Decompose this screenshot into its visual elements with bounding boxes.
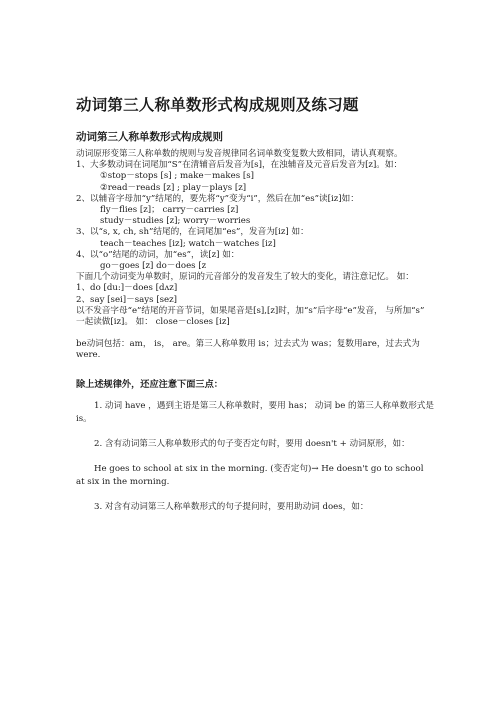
irregular-2: 2、say [sei]－says [sez] bbox=[76, 294, 177, 305]
rule-2: 2、以辅音字母加“y”结尾的，要先将“y”变为“i”，然后在加“es”读[iz]如： bbox=[76, 193, 359, 204]
rule-3-example: teach－teaches [iz]; watch－watches [iz] bbox=[100, 238, 276, 249]
silent-e-example: 一起读做[iz]。 如： close－closes [iz] bbox=[76, 317, 230, 328]
irregular-note: 下面几个动词变为单数时，原词的元音部分的发音发生了较大的变化，请注意记忆。 如： bbox=[76, 272, 414, 283]
section-title: 动词第三人称单数形式构成规则 bbox=[76, 131, 223, 143]
rule-1: 1、大多数动词在词尾加“S”在清辅音后发音为[s]，在浊辅音及元音后发音为[z]。如： bbox=[76, 160, 403, 171]
point-3: 3. 对含有动词第三人称单数形式的句子提问时，要用助动词 does，如： bbox=[94, 501, 369, 512]
intro-paragraph: 动词原形变第三人称单数的规则与发音规律同名词单数变复数大致相同，请认真观察。 bbox=[76, 149, 403, 159]
rule-1-example-b: ②read－reads [z] ; play－plays [z] bbox=[100, 182, 247, 193]
rule-4-example: go－goes [z] do－does [z bbox=[100, 261, 207, 272]
rule-2-example-a: fly－flies [z]； carry－carries [z] bbox=[100, 205, 239, 216]
document-body bbox=[76, 149, 434, 526]
point-1: 1. 动词 have ，遇到主语是第三人称单数时，要用 has； 动词 be 的第三人称单数形式是is。 bbox=[76, 400, 434, 424]
section-2-heading: 除上述规律外，还应注意下面三点： bbox=[76, 378, 223, 390]
rule-4: 4、以“o”结尾的动词，加“es”，读[z] 如： bbox=[76, 249, 240, 260]
point-2-example: He goes to school at six in the morning. (变否定句)→ He doesn't go to school at six in the morning. bbox=[76, 463, 424, 487]
silent-e-rule: 以不发音字母“e”结尾的开音节词，如果尾音是[s],[z]时，加“s”后字母“e”发音， 与所加“s” bbox=[76, 305, 425, 316]
page-title: 动词第三人称单数形式构成规则及练习题 bbox=[76, 96, 359, 114]
be-verb-note: be动词包括：am， is， are。第三人称单数用 is；过去式为 was；复数用are，过去式为were. bbox=[76, 339, 420, 361]
rule-3: 3、以“s, x, ch, sh”结尾的，在词尾加“es”，发音为[iz] 如： bbox=[76, 227, 309, 238]
irregular-1: 1、do [du:]－does [dʌz] bbox=[76, 283, 178, 294]
point-2: 2. 含有动词第三人称单数形式的句子变否定句时，要用 doesn't + 动词原形，如： bbox=[94, 438, 410, 449]
rule-2-example-b: study－studies [z]; worry－worries bbox=[100, 216, 251, 227]
rule-1-example-a: ①stop－stops [s] ; make－makes [s] bbox=[100, 171, 254, 182]
